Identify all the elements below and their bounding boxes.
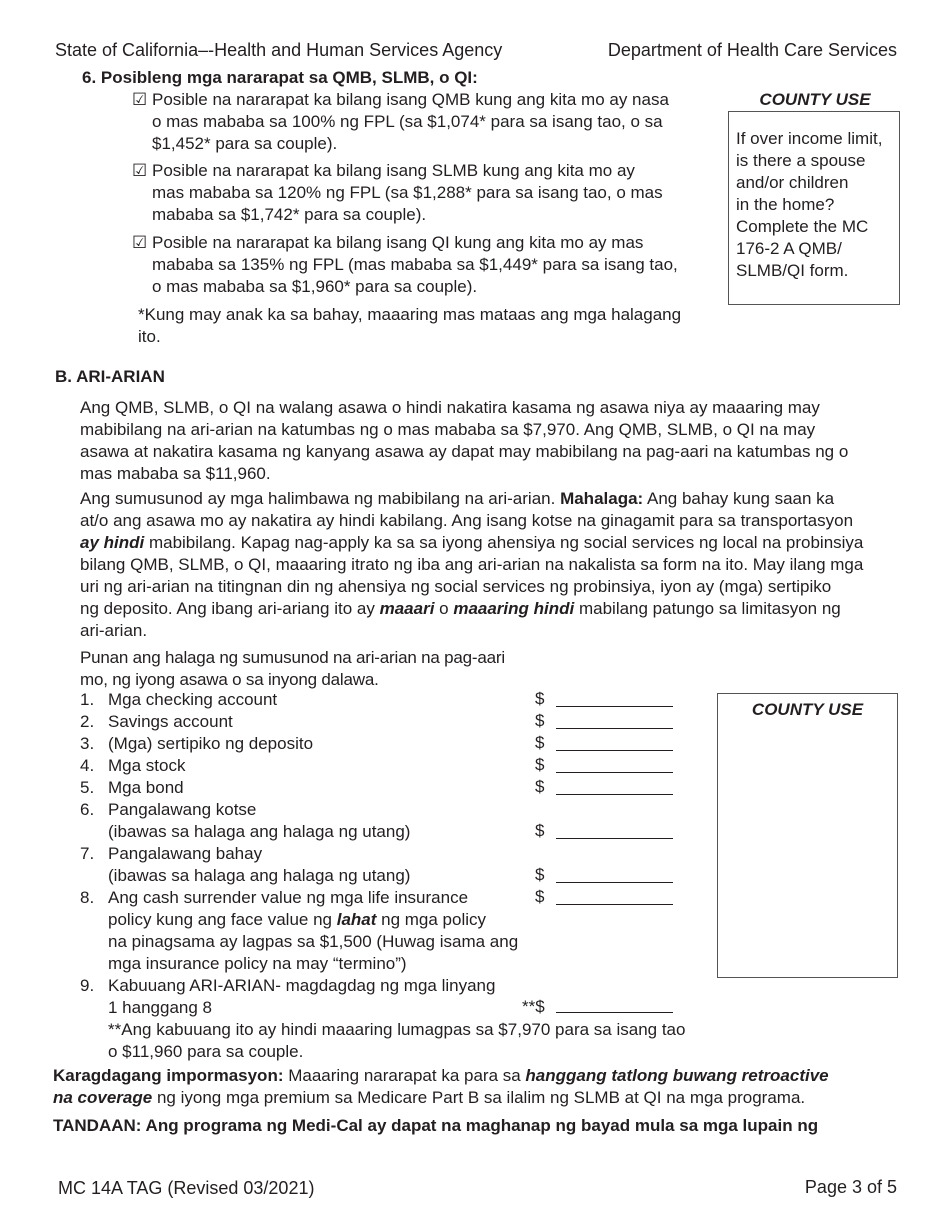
checkbox-checked-icon: ☑ (132, 233, 148, 252)
slmb-option: ☑ Posible na nararapat ka bilang isang SLMB kung ang kita mo ay mas mababa sa 120% ng FPL (sa $1,288* para sa isang tao, o mas mababa sa $1,742* para sa couple). (132, 161, 663, 224)
form-number: MC 14A TAG (Revised 03/2021) (58, 1178, 315, 1198)
asset-row-second-house: 7. Pangalawang bahay (ibawas sa halaga ang halaga ng utang) (80, 844, 411, 885)
checking-amount-field[interactable] (556, 706, 673, 707)
total-dollar-sign: **$ (522, 997, 545, 1016)
dollar-sign: $ (535, 887, 545, 906)
dollar-sign: $ (535, 865, 545, 884)
county-use-title-2: COUNTY USE (751, 700, 864, 719)
stocks-amount-field[interactable] (556, 772, 673, 773)
bonds-amount-field[interactable] (556, 794, 673, 795)
total-limit-footnote: **Ang kabuuang ito ay hindi maaaring lumagpas sa $7,970 para sa isang tao o $11,960 para sa couple. (108, 1020, 686, 1061)
qmb-option: ☑ Posible na nararapat ka bilang isang QMB kung ang kita mo ay nasa o mas mababa sa 100% ng FPL (sa $1,074* para sa isang tao, o sa $1,452* para sa couple). (132, 90, 669, 153)
dollar-sign: $ (535, 821, 545, 840)
medi-cal-note: TANDAAN: Ang programa ng Medi-Cal ay dapat na maghanap ng bayad mula sa mga lupain ng (53, 1116, 819, 1135)
qi-option: ☑ Posible na nararapat ka bilang isang QI kung ang kita mo ay mas mababa sa 135% ng FPL (mas mababa sa $1,449* para sa isang tao, o mas mababa sa $1,960* para sa couple). (132, 233, 678, 296)
assets-limit-paragraph: Ang QMB, SLMB, o QI na walang asawa o hindi nakatira kasama ng asawa niya ay maaaring may mabibilang na ari-arian na katumbas ng o mas mababa sa $7,970. Ang QMB, SLMB, o QI na may asawa at nakatira kasama ng kanyang asawa ay dapat may mabibilang na pag-aari na katumbas ng o mas mababa sa $11,960. (80, 398, 849, 483)
certificates-amount-field[interactable] (556, 750, 673, 751)
dollar-sign: $ (535, 733, 545, 752)
section-b-title: B. ARI-ARIAN (55, 367, 165, 386)
second-car-amount-field[interactable] (556, 838, 673, 839)
asset-row-total: 9. Kabuuang ARI-ARIAN- magdagdag ng mga linyang 1 hanggang 8 (80, 976, 496, 1017)
section-6-title: 6. Posibleng mga nararapat sa QMB, SLMB, o QI: (82, 68, 478, 87)
checkbox-checked-icon: ☑ (132, 90, 148, 109)
county-use-title-1: COUNTY USE (759, 90, 871, 109)
asset-row-life-insurance: 8. Ang cash surrender value ng mga life insurance policy kung ang face value ng lahat ng mga policy na pinagsama ay lagpas sa $1,500 (Huwag isama ang mga insurance policy na may “termino”) (80, 888, 519, 973)
fpl-footnote: *Kung may anak ka sa bahay, maaaring mas mataas ang mga halagang ito. (138, 305, 682, 346)
total-assets-field[interactable] (556, 1012, 673, 1013)
second-house-amount-field[interactable] (556, 882, 673, 883)
county-use-box-2 (717, 693, 898, 978)
department-header: Department of Health Care Services (607, 40, 897, 60)
dollar-sign: $ (535, 755, 545, 774)
dollar-sign: $ (535, 777, 545, 796)
asset-row-second-car: 6. Pangalawang kotse (ibawas sa halaga ang halaga ng utang) (80, 800, 411, 841)
savings-amount-field[interactable] (556, 728, 673, 729)
dollar-sign: $ (535, 689, 545, 708)
dollar-sign: $ (535, 711, 545, 730)
additional-information: Karagdagang impormasyon: Maaaring nararapat ka para sa hanggang tatlong buwang retroactive na coverage ng iyong mga premium sa Medicare Part B sa ilalim ng SLMB at QI na mga programa. (53, 1066, 829, 1107)
assets-instructions: Punan ang halaga ng sumusunod na ari-arian na pag-aari mo, ng iyong asawa o sa inyong dalawa. (80, 648, 505, 689)
countable-assets-paragraph: Ang sumusunod ay mga halimbawa ng mabibilang na ari-arian. Mahalaga: Ang bahay kung saan ka at/o ang asawa mo ay nakatira ay hindi kabilang. Ang isang kotse na ginagamit para sa transportasyon ay hindi mabibilang. Kapag nag-apply ka sa sa iyong ahensiya ng social services ng local na probinsiya bilang QMB, SLMB, o QI, maaaring itrato ng iba ang ari-arian na nakalista sa form na ito. May ilang mga uri ng ari-arian na titingnan din ng ahensiya ng social services ng probinsiya, iyon ay (mga) sertipiko ng deposito. Ang ibang ari-ariang ito ay maaari o maaaring hindi mabilang patungo sa limitasyon ng ari-arian. (80, 489, 864, 640)
county-use-box-1: If over income limit, is there a spouse and/or children in the home? Complete the MC 176-2 A QMB/ SLMB/QI form. (728, 111, 900, 305)
checkbox-checked-icon: ☑ (132, 161, 148, 180)
life-insurance-amount-field[interactable] (556, 904, 673, 905)
agency-header: State of California–-Health and Human Services Agency (55, 40, 503, 60)
page-number: Page 3 of 5 (804, 1177, 897, 1197)
